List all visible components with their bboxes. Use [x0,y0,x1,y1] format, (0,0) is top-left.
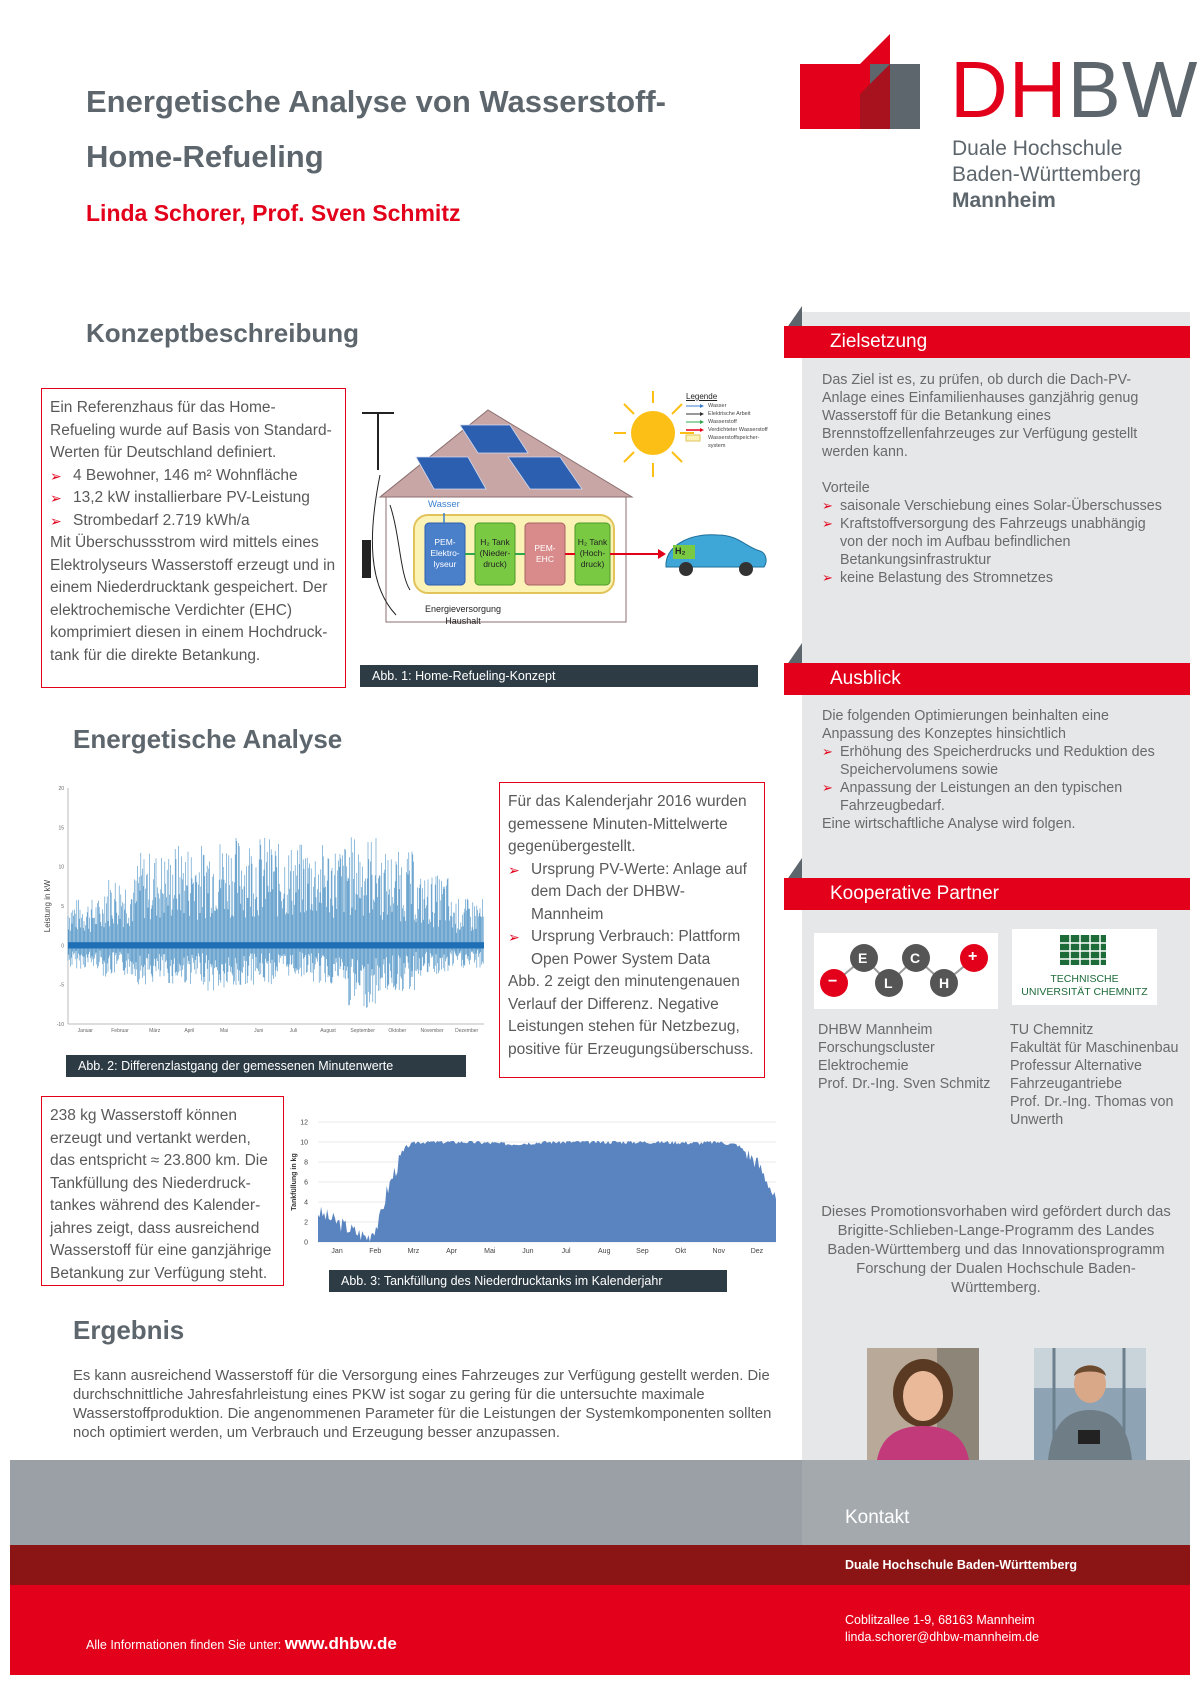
x-tick-label: Oktober [388,1028,407,1034]
footer-url-link[interactable]: www.dhbw.de [284,1634,397,1653]
x-tick-label: Jun [522,1248,534,1255]
figure-1 [350,385,770,655]
x-tick-label: Dez [750,1248,764,1255]
list-item: ➢ Kraftstoffversorgung des Fahrzeugs unabhängig von der noch im Aufbau befindlichen Betankungsinfrastruktur [822,515,1172,569]
y-tick-label: 15 [58,825,64,832]
footer-band-gray-right [802,1460,1190,1545]
tank-box: 238 kg Wasserstoff können erzeugt und vertankt werden, das entspricht ≈ 23.800 km. Die Tankfüllung des Niederdruck-tankes während des Kalender-jahres zeigt, dass ausreichend Wasserstoff für eine ganzjährige Betankung zur Verfügung steht. [41,1096,284,1286]
wasser-label: Wasser [428,499,460,510]
home-refueling-diagram [350,385,770,655]
data-series [68,837,483,1007]
y-tick-label: 0 [61,943,64,950]
y-axis-label: Leistung in kW [43,879,52,933]
hp-tank-label: H₂ Tank (Hoch-druck) [577,537,608,569]
y-tick-label: 10 [300,1139,308,1147]
y-tick-label: 0 [304,1239,308,1247]
footer-info: Alle Informationen finden Sie unter: www.dhbw.de [86,1634,397,1653]
ausblick-text: Die folgenden Optimierungen beinhalten eine Anpassung des Konzeptes hinsichtlich ➢ Erhöhung des Speicherdrucks und Reduktion des Speichervolumens sowie ➢ Anpassung der Leistungen an den typischen Fahrzeugbedarf. Eine wirtschaftliche Analyse wird folgen. [822,707,1172,833]
authors: Linda Schorer, Prof. Sven Schmitz [86,200,461,226]
x-tick-label: August [320,1028,336,1034]
footer-address: Coblitzallee 1-9, 68163 Mannheim linda.schorer@dhbw-mannheim.de [845,1613,1040,1644]
kontakt-label: Kontakt [845,1507,910,1528]
footer-org: Duale Hochschule Baden-Württemberg [845,1558,1077,1572]
baseline-band [68,942,484,948]
y-tick-label: 12 [300,1119,308,1127]
y-tick-label: 5 [61,904,64,910]
x-tick-label: Jan [331,1248,343,1255]
dhbw-logo-mark [800,34,930,154]
x-tick-label: Jul [561,1248,571,1255]
ehc-label: PEM-EHC [534,543,556,564]
list-item: ➢ 4 Bewohner, 146 m² Wohnfläche [50,465,337,488]
y-tick-label: 4 [304,1199,308,1207]
figure-1-caption: Abb. 1: Home-Refueling-Konzept [360,665,758,687]
x-tick-label: Aug [598,1248,611,1255]
x-tick-label: Nov [712,1248,725,1255]
konzept-bullets [50,465,337,533]
elchem-logo: E L C H + − [814,933,998,1009]
konzept-heading: Konzeptbeschreibung [86,318,360,348]
data-area [318,1141,776,1242]
x-tick-label: Mai [219,1028,229,1034]
figure-3-caption: Abb. 3: Tankfüllung des Niederdrucktanks im Kalenderjahr [329,1270,727,1292]
x-tick-label: Okt [675,1248,687,1255]
x-tick-label: Mai [484,1248,496,1255]
partner-tu: TU Chemnitz Fakultät für Maschinenbau Professur Alternative Fahrzeugantriebe Prof. Dr.-Ing. Thomas von Unwerth [1010,1022,1179,1128]
ausblick-header: Ausblick [784,663,1190,695]
portrait-sven-schmitz [1034,1348,1146,1460]
car-h2-label: H₂ [675,546,686,556]
figure-2-caption: Abb. 2: Differenzlastgang der gemessenen Minutenwerte [66,1055,466,1077]
portrait-linda-schorer [867,1348,979,1460]
dhbw-subline: Duale Hochschule Baden-Württemberg Mannheim [952,137,1142,212]
ergebnis-text: Es kann ausreichend Wasserstoff für die Versorgung eines Fahrzeuges zur Verfügung gestellt werden. Die durchschnittliche Jahresfahrleistung eines PKW ist sogar zu gering für die untersuchte maximale Wasserstoffproduktion. Die angenommenen Parameter für die Leistungen der Systemkomponenten sollten noch optimiert werden, um Verbrauch und Erzeugung besser anzupassen. [73,1368,772,1441]
x-tick-label: Februar [111,1028,129,1034]
y-tick-label: 8 [304,1159,308,1167]
electrolyser-box-label: PEM-Elektro-lyseur [430,537,460,569]
list-item: ➢ Erhöhung des Speicherdrucks und Reduktion des Speichervolumens sowie [822,743,1172,779]
footer-email-link[interactable]: linda.schorer@dhbw-mannheim.de [845,1630,1040,1644]
ergebnis-heading: Ergebnis [73,1315,185,1345]
person-photo [867,1348,979,1460]
y-tick-label: 10 [58,864,64,871]
tu-logo-text: TECHNISCHE UNIVERSITÄT CHEMNITZ [1021,973,1148,998]
y-axis-label: Tankfüllung in kg [291,1153,298,1211]
footer-band-gray [10,1460,802,1545]
y-tick-label: -5 [59,982,64,989]
x-tick-label: Juli [289,1028,298,1034]
konzept-box: Ein Referenzhaus für das Home-Refueling wurde auf Basis von Standard-Werten für Deutschland definiert. ➢ 4 Bewohner, 146 m² Wohnfläche ➢ 13,2 kW installierbare PV-Leistung ➢ Strombedarf 2.719 kWh/a Mit Überschussstrom wird mittels eines Elektrolyseurs Wasserstoff erzeugt und in einem Niederdrucktank gespeichert. Der elektrochemische Verdichter (EHC) komprimiert diesen in einem Hochdruck-tank für die direkte Betankung. [41,388,346,688]
elchem-molecule-icon [814,933,998,1009]
x-tick-label: März [149,1028,161,1034]
x-tick-label: Feb [369,1248,382,1255]
list-item: ➢ Ursprung PV-Werte: Anlage auf dem Dach der DHBW-Mannheim [508,859,756,927]
analyse-heading: Energetische Analyse [73,724,343,754]
x-tick-label: Januar [77,1028,93,1034]
x-tick-label: Sep [636,1248,649,1255]
list-item: ➢ keine Belastung des Stromnetzes [822,569,1172,587]
y-tick-label: 20 [58,786,64,792]
x-tick-label: November [420,1028,444,1034]
partner-header: Kooperative Partner [784,878,1190,910]
x-tick-label: April [184,1028,195,1034]
y-tick-label: 2 [304,1219,308,1227]
analyse-bullets [508,859,756,972]
x-tick-label: Mrz [407,1248,420,1255]
tu-chemnitz-logo [1012,929,1157,1005]
legend-list: Wasser Elektrische Arbeit Wasserstoff Verdichteter Wasserstoff Wasserstoffspeicher-system [708,403,768,449]
list-item: ➢ 13,2 kW installierbare PV-Leistung [50,487,337,510]
legend-title: Legende [686,392,718,401]
zielsetzung-header: Zielsetzung [784,326,1190,358]
list-item: ➢ Strombedarf 2.719 kWh/a [50,510,337,533]
person-photo [1034,1348,1146,1460]
lp-tank-label: H₂ Tank (Nieder-druck) [479,537,511,569]
x-tick-label: September [350,1028,375,1034]
list-item: ➢ Ursprung Verbrauch: Plattform Open Power System Data [508,926,756,971]
analyse-box: Für das Kalenderjahr 2016 wurden gemessene Minuten-Mittelwerte gegenübergestellt. ➢ Ursprung PV-Werte: Anlage auf dem Dach der DHBW-Mannheim ➢ Ursprung Verbrauch: Plattform Open Power System Data Abb. 2 zeigt den minutengenauen Verlauf der Differenz. Negative Leistungen stehen für Netzbezug, positive für Erzeugungsüberschuss. [499,782,765,1078]
list-item: ➢ saisonale Verschiebung eines Solar-Überschusses [822,497,1172,515]
y-tick-label: -10 [56,1022,64,1028]
energy-supply-label: Energieversorgung Haushalt [425,604,502,626]
partner-dhbw: DHBW Mannheim Forschungscluster Elektrochemie Prof. Dr.-Ing. Sven Schmitz [818,1022,991,1092]
x-tick-label: Dezember [455,1028,479,1034]
x-tick-label: Juni [254,1028,264,1034]
chart-differenzlastgang [40,784,490,1044]
y-tick-label: 6 [304,1179,308,1187]
page-title: Energetische Analyse von Wasserstoff-Home-Refueling [86,84,666,174]
funding-text: Dieses Promotionsvorhaben wird gefördert durch das Brigitte-Schlieben-Lange-Programm des Landes Baden-Württemberg und das Innovationsprogramm Forschung der Dualen Hochschule Baden-Württemberg. [821,1204,1171,1296]
dhbw-wordmark: DHBW [950,45,1199,134]
x-tick-label: Apr [446,1248,458,1255]
chart-tankfuellung [290,1112,790,1262]
chart-3-svg [290,1112,790,1262]
zielsetzung-text: Das Ziel ist es, zu prüfen, ob durch die Dach-PV-Anlage eines Einfamilienhauses ganzjährig genug Wasserstoff für die Betankung eines Brennstoffzellenfahrzeuges zur Verfügung gestellt werden kann. Vorteile ➢ saisonale Verschiebung eines Solar-Überschusses ➢ Kraftstoffversorgung des Fahrzeugs unabhängig von der noch im Aufbau befindlichen Betankungsinfrastruktur ➢ keine Belastung des Stromnetzes [822,371,1172,587]
list-item: ➢ Anpassung der Leistungen an den typischen Fahrzeugbedarf. [822,779,1172,815]
chart-2-svg [40,784,490,1044]
